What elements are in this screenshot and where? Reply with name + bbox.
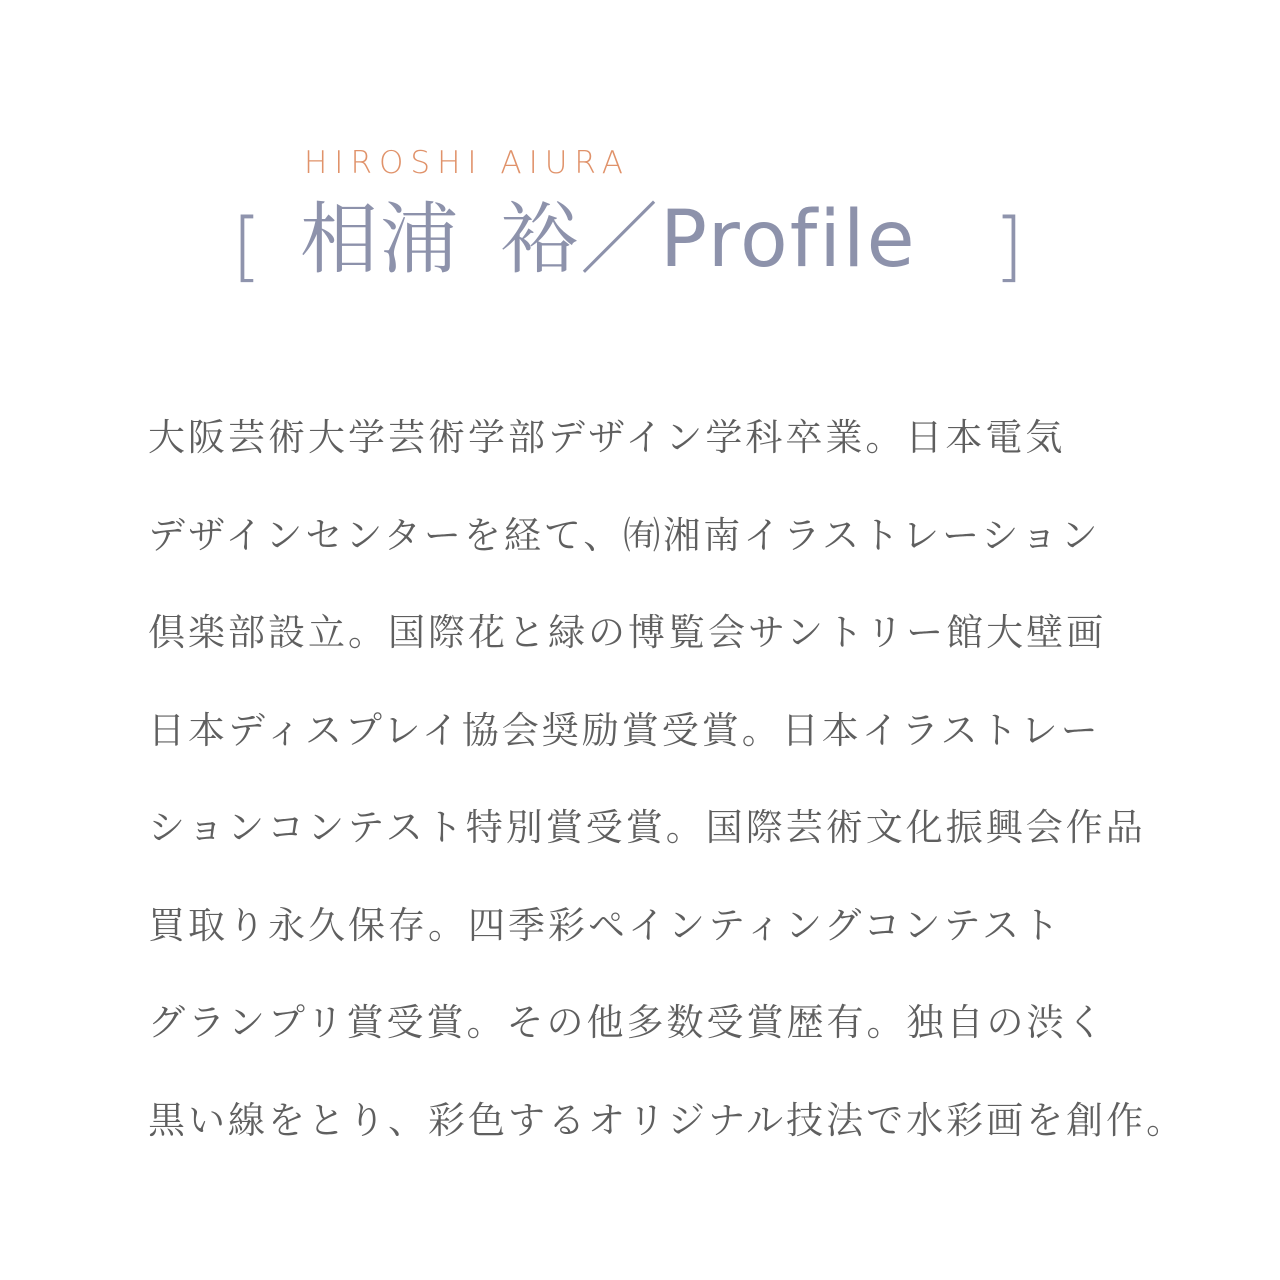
heading-bracket-open: [ (232, 201, 262, 290)
romaji-name: HIROSHI AIURA (304, 145, 630, 181)
bio-line: グランプリ賞受賞。その他多数受賞歴有。独自の渋く (148, 1001, 1107, 1044)
heading-bracket-close: ] (994, 201, 1024, 290)
bio-line: 大阪芸術大学芸術学部デザイン学科卒業。日本電気 (148, 416, 1066, 459)
bio-line: 買取り永久保存。四季彩ペインティングコンテスト (148, 903, 1063, 947)
profile-heading (232, 194, 1052, 294)
biography-text (148, 408, 1187, 1188)
bio-line: 日本ディスプレイ協会奨励賞受賞。日本イラストレー (148, 708, 1101, 752)
bio-line: ションコンテスト特別賞受賞。国際芸術文化振興会作品 (148, 806, 1146, 849)
bio-line: 黒い線をとり、彩色するオリジナル技法で水彩画を創作。 (148, 1098, 1187, 1142)
name-family: 相浦 (300, 195, 461, 285)
bio-line: 倶楽部設立。国際花と緑の博覧会サントリー館大壁画 (148, 611, 1107, 654)
bio-line: デザインセンターを経て、㈲湘南イラストレーション (148, 513, 1101, 557)
title-suffix: ／Profile (580, 195, 917, 285)
page-title (300, 194, 917, 288)
name-given: 裕 (500, 195, 581, 285)
